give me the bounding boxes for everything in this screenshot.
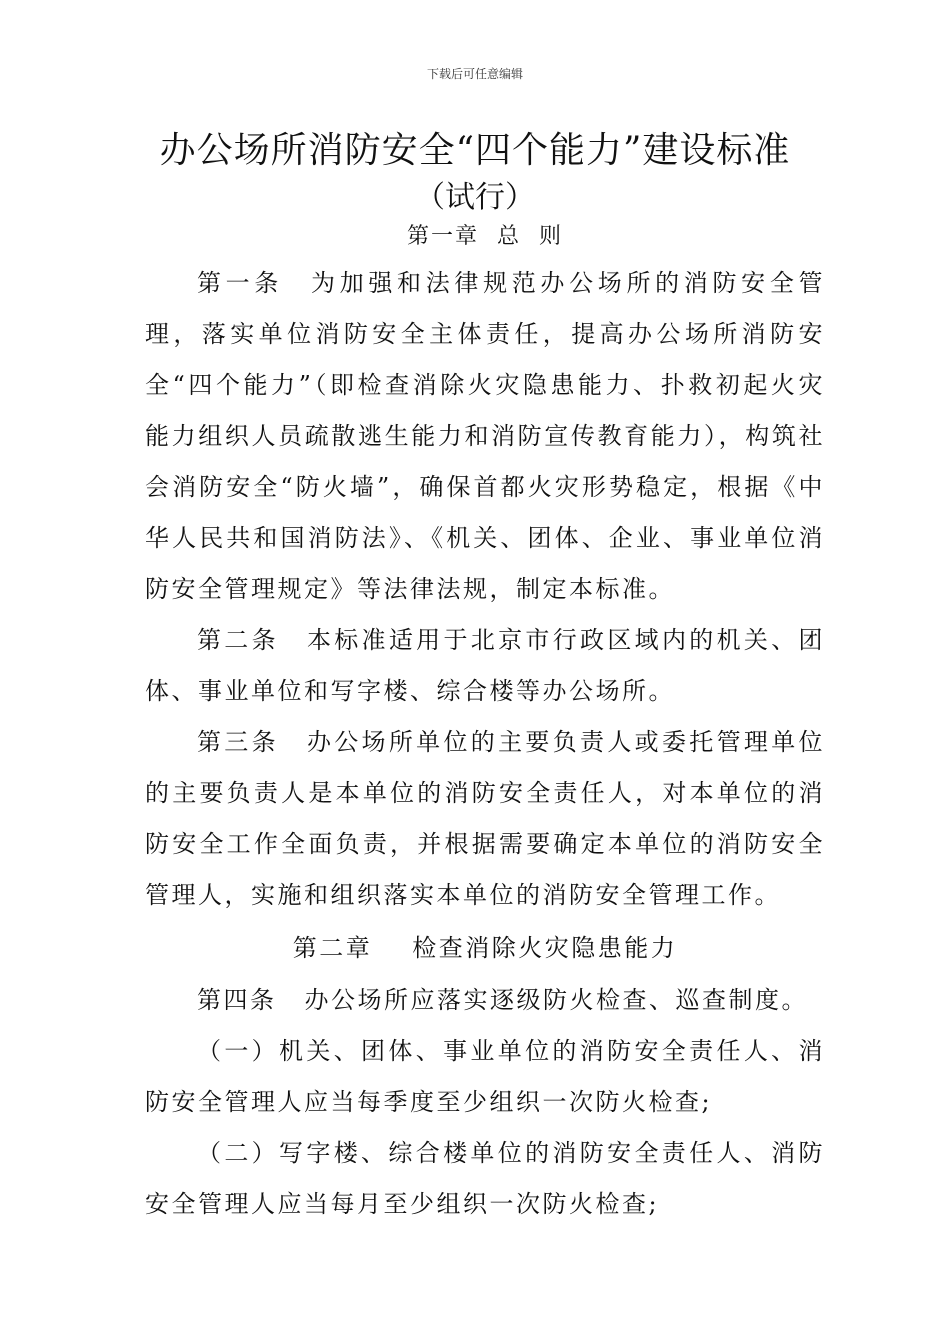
article-3-label: 第三条: [197, 728, 279, 756]
list-item: （二）写字楼、综合楼单位的消防安全责任人、消防安全管理人应当每月至少组织一次防火检查;: [145, 1139, 825, 1218]
article-2-text: 本标准适用于北京市行政区域内的机关、团体、事业单位和写字楼、综合楼等办公场所。: [145, 626, 826, 705]
article-2-label: 第二条: [197, 626, 279, 654]
header-note: 下载后可任意编辑: [426, 67, 523, 81]
chapter-1-heading: [145, 220, 825, 254]
chapter-1-label: 第一章: [406, 224, 479, 249]
document-title: 办公场所消防安全“四个能力”建设标准: [159, 130, 791, 171]
article-4-text: 办公场所应落实逐级防火检查、巡查制度。: [304, 986, 808, 1014]
article-1: [145, 258, 825, 615]
article-3-text: 办公场所单位的主要负责人或委托管理单位的主要负责人是本单位的消防安全责任人，对本单位的消防安全工作全面负责，并根据需要确定本单位的消防安全管理人，实施和组织落实本单位的消防安全管理工作。: [145, 728, 826, 909]
article-1-label: 第一条: [197, 269, 284, 297]
list-item: （一）机关、团体、事业单位的消防安全责任人、消防安全管理人应当每季度至少组织一次防火检查;: [145, 1037, 825, 1116]
article-3: [145, 717, 825, 921]
chapter-2-title: 检查消除火灾隐患能力: [412, 934, 678, 962]
chapter-2-label: 第二章: [292, 934, 373, 962]
chapter-1-title-a: 总: [496, 224, 521, 249]
article-4: [145, 975, 825, 1026]
article-1-text: 为加强和法律规范办公场所的消防安全管理，落实单位消防安全主体责任，提高办公场所消防安全“四个能力”（即检查消除火灾隐患能力、扑救初起火灾能力组织人员疏散逃生能力和消防宣传教育能力），构筑社会消防安全“防火墙”，确保首都火灾形势稳定，根据《中华人民共和国消防法》、《机关、团体、企业、事业单位消防安全管理规定》等法律法规，制定本标准。: [145, 269, 826, 603]
chapter-1-title-b: 则: [539, 224, 564, 249]
document-subtitle: （试行）: [415, 180, 535, 215]
chapter-2-heading: [145, 921, 825, 975]
document-body: [145, 220, 825, 1230]
article-2: [145, 615, 825, 717]
article-4-label: 第四条: [197, 986, 277, 1014]
